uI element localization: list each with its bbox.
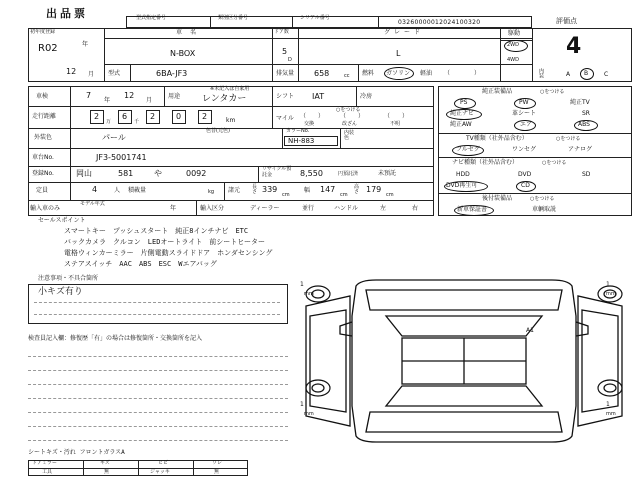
equip-pw: PW (519, 99, 529, 106)
first-reg-month-unit: 月 (88, 71, 95, 78)
interior-c: C (604, 71, 609, 78)
displacement-label: 排気量 (276, 70, 295, 77)
footer-h1: ドアミラー (32, 460, 57, 466)
fuel-other: （ ） (444, 70, 481, 77)
first-reg-label: 初年度登録 (30, 29, 56, 35)
interior-b: B (584, 70, 589, 77)
load-unit: kg (208, 189, 215, 195)
inspection-year-unit: 年 (104, 97, 111, 104)
tire-fl-value: 1 (300, 281, 304, 288)
inspection-month-unit: 月 (146, 97, 153, 104)
footer-line: シートキズ・汚れ フロントガラスA (28, 449, 125, 456)
aircon-label: 冷房 (360, 93, 373, 100)
shift-value: IAT (312, 92, 325, 101)
opt-tamper: 改ざん (342, 121, 358, 127)
page-title: 出品票 (46, 7, 88, 20)
usage-note: ※未記入は自家用 (210, 86, 250, 92)
doors-value: 5 (282, 47, 288, 56)
interior-a: A (566, 71, 571, 78)
sales-line-2: バックカメラ クルコン LEDオートライト 前シートヒーター (64, 238, 265, 246)
wid-label: 幅 (304, 187, 311, 194)
tire-fr-value: 1 (606, 281, 610, 288)
import-label: 輸入車のみ (30, 205, 61, 212)
dimensions-label: 諸元 (228, 187, 241, 194)
grade-label: グレード (384, 29, 425, 36)
fuel-diesel: 軽油 (420, 70, 433, 77)
wid-unit: cm (340, 192, 348, 198)
mileage-u2: 千 (134, 119, 140, 125)
serial-value: 03260000012024100320 (398, 19, 481, 26)
plate-kana: や (154, 169, 162, 178)
model-value: 6BA-JF3 (156, 69, 188, 78)
tire-rr-value: 1 (606, 401, 610, 408)
import-right: 右 (412, 205, 419, 212)
len-value: 339 (262, 185, 278, 194)
usage-label: 用途 (168, 93, 181, 100)
interior-label: 内装 (538, 68, 544, 78)
plate-pref: 岡山 (76, 169, 92, 178)
import-left: 左 (380, 205, 387, 212)
recycle-deposited: 円預託済 (338, 171, 359, 177)
doors-unit: D (288, 57, 292, 63)
sales-line-1: スマートキー プッシュスタート 純正8インチナビ ETC (64, 227, 249, 235)
mileage-u1: 万 (106, 119, 112, 125)
equip-abs: ABS (578, 121, 590, 128)
notes-value: 小キズ有り (38, 287, 83, 297)
mileage-d4: 0 (176, 112, 182, 121)
tv-oneseg: ワンセグ (512, 146, 537, 153)
equip-title: 純正装備品 (482, 88, 513, 95)
hgt-label: 高さ (354, 184, 360, 195)
after-title: 後付装備品 (482, 195, 513, 202)
load-label: 積載量 (128, 187, 147, 194)
plate-class: 581 (118, 169, 134, 178)
fuel-label: 燃料 (362, 70, 375, 77)
capacity-label: 定員 (36, 187, 49, 194)
car-diagram (296, 276, 632, 446)
import-model-year: モデル年式 (80, 201, 105, 207)
sales-line-4: ステアスイッチ AAC ABS ESC Wエアバッグ (64, 260, 217, 268)
capacity-unit: 人 (114, 187, 121, 194)
notes-title: 注意事項・不具合箇所 (38, 275, 99, 282)
tire-fl-mm: mm (304, 291, 314, 297)
chassis-value: JF3-5001741 (96, 153, 147, 162)
opt-exchange: 交換 (304, 121, 315, 127)
first-reg-month: 12 (66, 67, 77, 76)
mileage-unit: km (226, 117, 236, 124)
equip-navi: 純正ナビ (450, 110, 475, 117)
equip-aw: 純正AW (450, 121, 472, 128)
drive-2wd: 2WD (507, 42, 519, 48)
meter-paren-2: （ ） (340, 113, 365, 120)
score-value: 4 (566, 34, 582, 59)
sales-title: セールスポイント (38, 217, 86, 224)
mileage-d5: 2 (202, 112, 208, 121)
capacity-value: 4 (92, 185, 98, 194)
chassis-label: 車台No. (32, 154, 54, 161)
after-manual: 車輌取説 (532, 206, 557, 213)
navi-title: ナビ種類（社外品含む） (452, 159, 519, 166)
navi-hdd: HDD (456, 171, 470, 178)
mileage-circle-hint: ○をつける (336, 107, 361, 113)
mileage-d2: 6 (122, 112, 128, 121)
tire-rl-mm: mm (304, 411, 314, 417)
first-reg-era: R02 (38, 43, 58, 54)
model-label: 型式 (108, 70, 121, 77)
navi-sd: SD (582, 171, 591, 178)
fuel-gasoline: ガソリン (386, 70, 411, 77)
equip-tv: 純正TV (570, 99, 590, 106)
tv-analog: アナログ (568, 146, 593, 153)
mileage-label: 走行距離 (32, 113, 57, 120)
import-category: 輸入区分 (200, 205, 225, 212)
recycle-value: 8,550 (300, 169, 323, 178)
color-value: パール (102, 133, 126, 142)
inspection-label: 車検 (36, 93, 49, 100)
drive-label: 駆動 (508, 30, 521, 37)
damage-mark: A1 (526, 327, 534, 334)
meter-label: マイル (276, 115, 294, 122)
recycle-label: リサイクル預託金 (262, 166, 292, 178)
grade-value: L (396, 49, 401, 58)
plate-number: 0092 (186, 169, 207, 178)
footer-v4: 無 (214, 469, 220, 475)
import-handle: ハンドル (334, 205, 359, 212)
score-label: 評価点 (556, 17, 577, 25)
after-hint: ○をつける (530, 196, 555, 202)
int-color-label: 内装色 (344, 130, 355, 141)
navi-dvd: DVD (518, 171, 532, 178)
footer-h2: キズ (100, 460, 110, 466)
meter-paren-1: （ ） (300, 113, 325, 120)
mileage-d3: 2 (150, 112, 156, 121)
tv-title: TV種類（社外品含む） (466, 135, 528, 142)
plate-label: 登録No. (32, 170, 54, 177)
class-label: 類別区分番号 (218, 15, 249, 21)
mileage-d1: 2 (94, 112, 100, 121)
footer-v3: ジャッキ (150, 469, 170, 475)
tv-hint: ○をつける (556, 136, 581, 142)
tire-fr-mm: mm (606, 291, 616, 297)
opt-unknown: 不明 (390, 121, 401, 127)
color-label: 外装色 (34, 134, 53, 141)
hgt-value: 179 (366, 185, 382, 194)
len-unit: cm (282, 192, 290, 198)
equip-air: エア (520, 121, 533, 128)
usage-value: レンタカー (202, 94, 247, 104)
footer-h4: ワレ (212, 460, 223, 466)
meter-paren-3: （ ） (384, 113, 409, 120)
navi-cd: CD (521, 182, 530, 189)
footer-h3: ヒビ (158, 460, 169, 466)
tv-fullseg: フルセグ (456, 146, 480, 153)
sales-line-3: 電格ウィンカーミラー 片側電動スライドドア ホンダセンシング (64, 249, 273, 257)
drive-4wd: 4WD (507, 57, 519, 63)
inspection-year: 7 (86, 91, 92, 100)
import-dealer: ディーラー (250, 205, 280, 212)
doors-label: ドア数 (274, 29, 289, 35)
equip-ps: PS (460, 99, 468, 106)
color-change-label: 色替(元色) (206, 128, 230, 134)
recycle-not: 未預託 (378, 170, 397, 177)
equip-sr: SR (582, 110, 590, 117)
car-name-value: N-BOX (170, 49, 196, 58)
reg-label: 型式指定番号 (136, 15, 167, 21)
serial-label: シリアル番号 (300, 15, 330, 21)
navi-hint: ○をつける (542, 160, 567, 166)
footer-v2: 無 (104, 469, 110, 475)
inspector-title: 検査員記入欄：修復歴「有」の場合は修復箇所・交換箇所を記入 (28, 335, 203, 342)
color-code-value: NH-883 (288, 137, 315, 145)
tire-rr-mm: mm (606, 411, 616, 417)
car-name-label: 車名 (176, 29, 205, 36)
inspection-month: 12 (124, 91, 135, 100)
color-code-label: カラーNo. (286, 128, 310, 134)
first-reg-year-unit: 年 (82, 41, 89, 48)
equip-leather: 革シート (512, 110, 537, 117)
equip-hint: ○をつける (540, 89, 565, 95)
len-label: 長さ (252, 184, 258, 195)
displacement-value: 658 (314, 69, 330, 78)
displacement-unit: cc (344, 73, 350, 79)
after-warranty: 新車保証書 (457, 206, 488, 213)
hgt-unit: cm (386, 192, 394, 198)
wid-value: 147 (320, 185, 336, 194)
import-parallel: 並行 (302, 205, 315, 212)
footer-v1: 工具 (42, 469, 53, 475)
tire-rl-value: 1 (300, 401, 304, 408)
import-year-unit: 年 (170, 205, 177, 212)
shift-label: シフト (276, 93, 295, 100)
navi-dvdplay: DVD再生可 (446, 182, 478, 189)
